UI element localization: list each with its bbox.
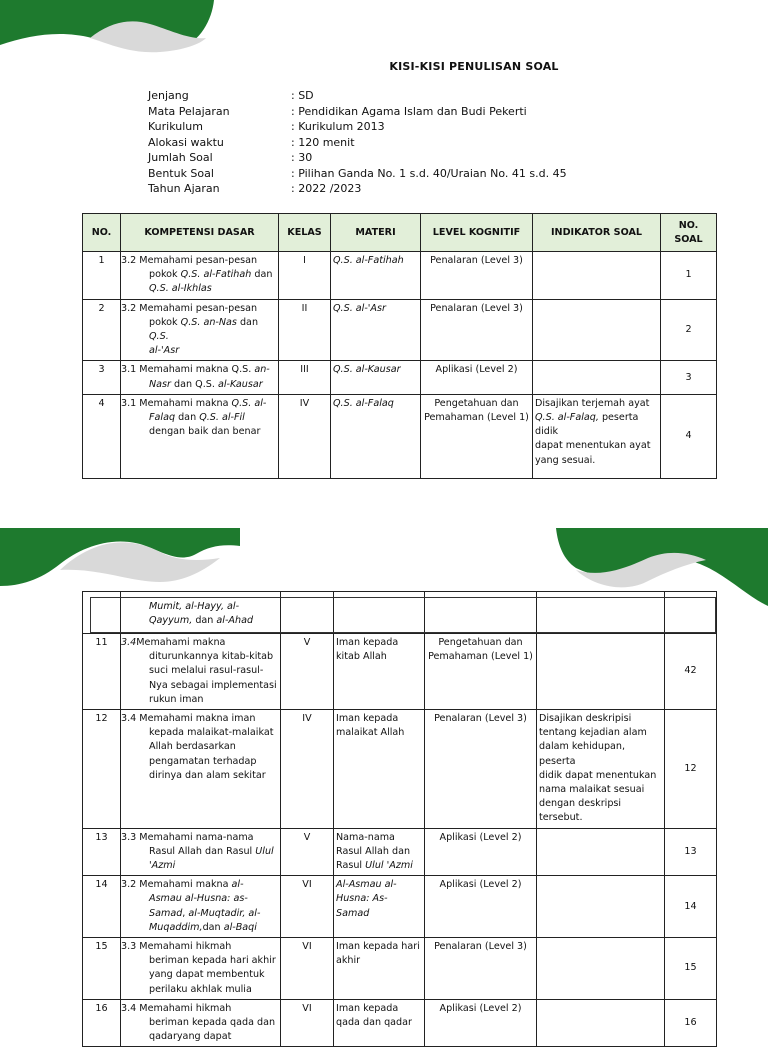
- cell-kompetensi: 3.3 Memahami hikmah beriman kepada hari akhir yang dapat membentuk perilaku akhlak mulia: [121, 938, 281, 1000]
- document-title: KISI-KISI PENULISAN SOAL: [389, 60, 559, 73]
- cell-materi: Nama-nama Rasul Allah dan Rasul Ulul 'Azmi: [334, 828, 425, 876]
- cell-level: [425, 592, 537, 634]
- cell-indikator: [533, 252, 661, 300]
- cell-materi: Iman kepada malaikat Allah: [334, 710, 425, 829]
- meta-value: : Pilihan Ganda No. 1 s.d. 40/Uraian No. 41 s.d. 45: [291, 166, 567, 180]
- cell-level: Aplikasi (Level 2): [425, 999, 537, 1047]
- cell-no: 2: [83, 299, 121, 361]
- cell-materi: Q.S. al-Fatihah: [331, 252, 421, 300]
- cell-level: Penalaran (Level 3): [421, 252, 533, 300]
- meta-label: Kurikulum: [148, 120, 203, 133]
- cell-level: Pengetahuan dan Pemahaman (Level 1): [425, 634, 537, 710]
- header-indikator-soal: INDIKATOR SOAL: [533, 214, 661, 252]
- cell-no-soal: 1: [661, 252, 717, 300]
- cell-kelas: V: [281, 634, 334, 710]
- cell-kompetensi: 3.4 Memahami makna iman kepada malaikat-malaikat Allah berdasarkan pengamatan terhadap dirinya dan alam sekitar: [121, 710, 281, 829]
- table-row: [83, 394, 717, 478]
- cell-kelas: [281, 592, 334, 634]
- meta-label: Bentuk Soal: [148, 166, 214, 180]
- table-row: [83, 634, 717, 710]
- meta-value: : Pendidikan Agama Islam dan Budi Pekerti: [291, 104, 527, 118]
- kisi-kisi-table-page2: [82, 591, 717, 1047]
- meta-label: Jumlah Soal: [148, 151, 213, 164]
- cell-indikator: [537, 634, 665, 710]
- meta-value: : Kurikulum 2013: [291, 120, 385, 133]
- cell-kompetensi: 3.2 Memahami pesan-pesan pokok Q.S. al-Fatihah dan Q.S. al-Ikhlas: [121, 252, 279, 300]
- cell-no-soal: 42: [665, 634, 717, 710]
- cell-kompetensi: 3.2 Memahami makna al- Asmau al-Husna: as- Samad, al-Muqtadir, al- Muqaddim,dan al-Baqi: [121, 876, 281, 938]
- cell-level: Pengetahuan dan Pemahaman (Level 1): [421, 394, 533, 478]
- cell-kelas: VI: [281, 876, 334, 938]
- cell-level: Penalaran (Level 3): [421, 299, 533, 361]
- cell-level: Aplikasi (Level 2): [421, 361, 533, 394]
- cell-no: 4: [83, 394, 121, 478]
- meta-row: [148, 104, 567, 120]
- meta-label: Alokasi waktu: [148, 135, 224, 149]
- cell-no: 14: [83, 876, 121, 938]
- cell-no-soal: [665, 592, 717, 634]
- table-row: [83, 710, 717, 829]
- cell-no-soal: 12: [665, 710, 717, 829]
- cell-no-soal: 16: [665, 999, 717, 1047]
- meta-row: [148, 181, 567, 197]
- header-no: NO.: [83, 214, 121, 252]
- cell-indikator: [533, 299, 661, 361]
- cell-kelas: I: [279, 252, 331, 300]
- meta-label: Tahun Ajaran: [148, 182, 220, 195]
- cell-no-soal: 15: [665, 938, 717, 1000]
- header-kompetensi-dasar: KOMPETENSI DASAR: [121, 214, 279, 252]
- cell-kelas: II: [279, 299, 331, 361]
- cell-materi: [334, 592, 425, 634]
- cell-materi: Iman kepada kitab Allah: [334, 634, 425, 710]
- cell-no-soal: 14: [665, 876, 717, 938]
- table-row: [83, 876, 717, 938]
- cell-indikator: [533, 361, 661, 394]
- cell-no: 3: [83, 361, 121, 394]
- cell-kelas: IV: [279, 394, 331, 478]
- table-row: [83, 299, 717, 361]
- table-row: [83, 999, 717, 1047]
- table-header-row: [83, 214, 717, 252]
- cell-kelas: VI: [281, 999, 334, 1047]
- meta-label: Mata Pelajaran: [148, 104, 230, 118]
- table-row-partial: [83, 592, 717, 634]
- meta-value: : 2022 /2023: [291, 182, 362, 195]
- cell-no: 13: [83, 828, 121, 876]
- header-level-kognitif: LEVEL KOGNITIF: [421, 214, 533, 252]
- meta-row: [148, 88, 567, 104]
- cell-no: 15: [83, 938, 121, 1000]
- cell-kelas: VI: [281, 938, 334, 1000]
- cell-no-soal: 3: [661, 361, 717, 394]
- cell-kompetensi: Mumit, al-Hayy, al- Qayyum, dan al-Ahad: [121, 592, 281, 634]
- meta-row: [148, 166, 567, 182]
- meta-value: : 120 menit: [291, 135, 355, 149]
- meta-row: [148, 119, 567, 135]
- cell-no-soal: 4: [661, 394, 717, 478]
- cell-materi: Q.S. al-Kausar: [331, 361, 421, 394]
- cell-level: Penalaran (Level 3): [425, 710, 537, 829]
- cell-no: 16: [83, 999, 121, 1047]
- cell-materi: Q.S. al-'Asr: [331, 299, 421, 361]
- cell-kompetensi: 3.4 Memahami hikmah beriman kepada qada dan qadaryang dapat: [121, 999, 281, 1047]
- header-kelas: KELAS: [279, 214, 331, 252]
- cell-no: 11: [83, 634, 121, 710]
- cell-no-soal: 13: [665, 828, 717, 876]
- cell-materi: Iman kepada qada dan qadar: [334, 999, 425, 1047]
- meta-row: [148, 135, 567, 151]
- kisi-kisi-table-page1: [82, 213, 717, 479]
- cell-kelas: III: [279, 361, 331, 394]
- cell-indikator: Disajikan deskripisi tentang kejadian alam dalam kehidupan, peserta didik dapat menentukan nama malaikat sesuai dengan deskripsi tersebut.: [537, 710, 665, 829]
- table-row: [83, 938, 717, 1000]
- cell-level: Aplikasi (Level 2): [425, 876, 537, 938]
- cell-kelas: V: [281, 828, 334, 876]
- cell-indikator: [537, 938, 665, 1000]
- meta-info: [148, 88, 567, 197]
- table-row: [83, 828, 717, 876]
- cell-level: Penalaran (Level 3): [425, 938, 537, 1000]
- cell-level: Aplikasi (Level 2): [425, 828, 537, 876]
- table-row: [83, 361, 717, 394]
- header-no-soal: NO. SOAL: [661, 214, 717, 252]
- cell-indikator: [537, 876, 665, 938]
- cell-indikator: [537, 828, 665, 876]
- cell-kompetensi: 3.1 Memahami makna Q.S. al- Falaq dan Q.S. al-Fil dengan baik dan benar: [121, 394, 279, 478]
- header-materi: MATERI: [331, 214, 421, 252]
- cell-indikator: [537, 999, 665, 1047]
- meta-value: : SD: [291, 89, 314, 102]
- cell-kompetensi: 3.1 Memahami makna Q.S. an- Nasr dan Q.S. al-Kausar: [121, 361, 279, 394]
- cell-kompetensi: 3.2 Memahami pesan-pesan pokok Q.S. an-Nas dan Q.S. al-'Asr: [121, 299, 279, 361]
- cell-indikator: Disajikan terjemah ayat Q.S. al-Falaq, peserta didik dapat menentukan ayat yang sesuai.: [533, 394, 661, 478]
- cell-materi: Q.S. al-Falaq: [331, 394, 421, 478]
- cell-no: 12: [83, 710, 121, 829]
- table-row: [83, 252, 717, 300]
- cell-indikator: [537, 592, 665, 634]
- meta-value: : 30: [291, 151, 313, 164]
- meta-label: Jenjang: [148, 89, 189, 102]
- cell-no: 1: [83, 252, 121, 300]
- decorative-wave-left: [0, 528, 240, 598]
- cell-materi: Iman kepada hari akhir: [334, 938, 425, 1000]
- cell-no: [83, 592, 121, 634]
- cell-kelas: IV: [281, 710, 334, 829]
- cell-no-soal: 2: [661, 299, 717, 361]
- meta-row: [148, 150, 567, 166]
- cell-kompetensi: 3.3 Memahami nama-nama Rasul Allah dan Rasul Ulul 'Azmi: [121, 828, 281, 876]
- cell-kompetensi: 3.4Memahami makna diturunkannya kitab-kitab suci melalui rasul-rasul- Nya sebagai implementasi rukun iman: [121, 634, 281, 710]
- cell-materi: Al-Asmau al- Husna: As- Samad: [334, 876, 425, 938]
